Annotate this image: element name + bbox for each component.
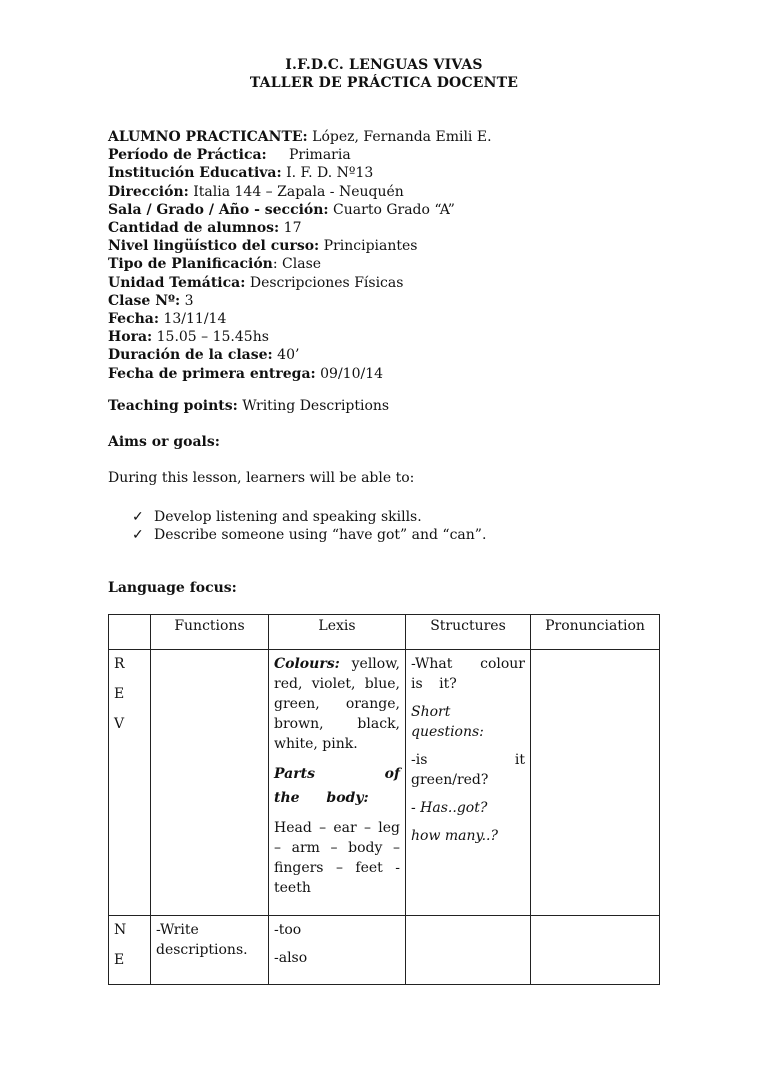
functions-cell-ne: -Write descriptions. bbox=[151, 916, 269, 985]
checkmark-icon: ✓ bbox=[132, 527, 144, 543]
info-row-students-count: Cantidad de alumnos: 17 bbox=[108, 220, 302, 237]
info-block bbox=[108, 128, 668, 383]
info-row-student: ALUMNO PRACTICANTE: López, Fernanda Emili E. bbox=[108, 129, 492, 145]
table-header-row bbox=[109, 615, 660, 650]
table-row bbox=[109, 650, 660, 916]
info-row-first-delivery: Fecha de primera entrega: 09/10/14 bbox=[108, 365, 384, 382]
language-focus-heading: Language focus: bbox=[108, 580, 237, 596]
info-row-unit: Unidad Temática: Descripciones Físicas bbox=[108, 274, 404, 291]
aims-heading: Aims or goals: bbox=[108, 434, 220, 450]
info-row-level: Nivel lingüístico del curso: Principiantes bbox=[108, 238, 418, 255]
lexis-cell-ne: -too -also bbox=[269, 916, 406, 985]
header-functions: Functions bbox=[151, 615, 269, 650]
structures-cell-ne bbox=[406, 916, 531, 985]
teaching-points: Teaching points: Writing Descriptions bbox=[108, 398, 390, 414]
header-blank bbox=[109, 615, 151, 650]
header-workshop: TALLER DE PRÁCTICA DOCENTE bbox=[249, 75, 519, 91]
info-row-institution: Institución Educativa: I. F. D. Nº13 bbox=[108, 165, 374, 182]
table-row bbox=[109, 916, 660, 985]
pronunciation-cell-rev bbox=[531, 650, 660, 916]
language-focus-table bbox=[108, 614, 660, 985]
list-item: ✓ Describe someone using “have got” and “can”. bbox=[132, 527, 487, 543]
info-row-time: Hora: 15.05 – 15.45hs bbox=[108, 329, 269, 346]
pronunciation-cell-ne bbox=[531, 916, 660, 985]
header-pronunciation: Pronunciation bbox=[531, 615, 660, 650]
header-lexis: Lexis bbox=[269, 615, 406, 650]
info-row-plan-type: Tipo de Planificación: Clase bbox=[108, 256, 322, 273]
stage-cell-ne: N E bbox=[109, 916, 151, 985]
list-item: ✓ Develop listening and speaking skills. bbox=[132, 509, 422, 525]
header-institution: I.F.D.C. LENGUAS VIVAS bbox=[285, 57, 483, 73]
aims-list bbox=[132, 508, 486, 544]
info-row-class-number: Clase Nº: 3 bbox=[108, 292, 194, 309]
info-row-address: Dirección: Italia 144 – Zapala - Neuquén bbox=[108, 183, 404, 200]
lexis-cell-rev: Colours: yellow, red, violet, blue, green, orange, brown, black, white, pink. Parts of the body: Head – ear – leg – arm – body – fingers – feet - teeth bbox=[269, 650, 406, 916]
stage-cell-rev: R E V bbox=[109, 650, 151, 916]
functions-cell-rev bbox=[151, 650, 269, 916]
info-row-duration: Duración de la clase: 40’ bbox=[108, 347, 300, 364]
aims-intro: During this lesson, learners will be able to: bbox=[108, 470, 415, 486]
checkmark-icon: ✓ bbox=[132, 509, 144, 525]
info-row-grade: Sala / Grado / Año - sección: Cuarto Grado “A” bbox=[108, 201, 455, 218]
structures-cell-rev: -What colour is it? Short questions: -is it green/red? - Has..got? how many..? bbox=[406, 650, 531, 916]
info-row-date: Fecha: 13/11/14 bbox=[108, 311, 227, 328]
info-row-period: Período de Práctica: Primaria bbox=[108, 147, 351, 164]
header-structures: Structures bbox=[406, 615, 531, 650]
document-header bbox=[0, 56, 768, 92]
